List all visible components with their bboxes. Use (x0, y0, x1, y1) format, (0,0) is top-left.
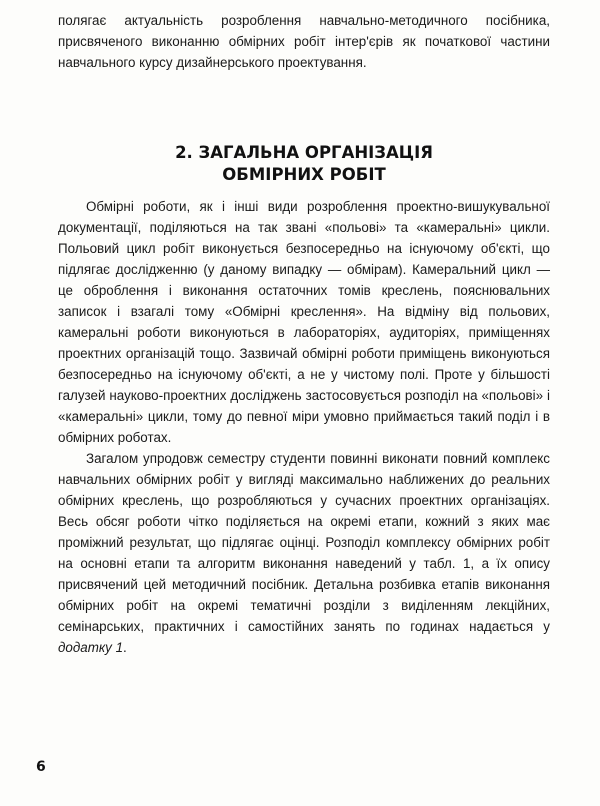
section-heading (58, 142, 550, 186)
section-heading-line-1: 2. ЗАГАЛЬНА ОРГАНІЗАЦІЯ (175, 143, 433, 162)
appendix-reference: додатку 1 (58, 640, 124, 655)
paragraph-semester-work-text: Загалом упродовж семестру студенти повинні виконати повний комплекс навчальних обмірних робіт у вигляді максимально наближених до реальних обмірних креслень, що розробляються у сучасних проектних організаціях. Весь обсяг роботи чітко поділяється на окремі етапи, кожний з яких має проміжний результат, що підлягає оцінці. Розподіл комплексу обмірних робіт на основні етапи та алгоритм виконання наведений у табл. 1, а їх опису присвячений цей методичний посібник. Детальна розбивка етапів виконання обмірних робіт на окремі тематичні розділи з виділенням лекційних, семінарських, практичних і самостійних занять по годинах надається у (58, 451, 550, 634)
page-number: 6 (36, 759, 46, 775)
paragraph-organization: Обмірні роботи, як і інші види розроблення проектно-вишукувальної документації, поділяються на так звані «польові» та «камеральні» цикли. Польовий цикл робіт виконується безпосередньо на існуючому об'єкті, що підлягає дослідженню (у даному випадку — обмірам). Камеральний цикл — це оброблення і виконання остаточних томів креслень, пояснювальних записок і взагалі тому «Обмірні креслення». На відміну від польових, камеральні роботи виконуються в лабораторіях, аудиторіях, приміщеннях проектних організацій тощо. Зазвичай обмірні роботи приміщень виконуються безпосередньо на існуючому об'єкті, а не у чистому полі. Проте у більшості галузей науково-проектних досліджень застосовується розподіл на «польові» і «камеральні» цикли, тому до певної міри умовно приймається такий поділ і в обмірних роботах. (58, 199, 550, 445)
continued-paragraph: полягає актуальність розроблення навчально-методичного посібника, присвяченого виконанню обмірних робіт інтер'єрів як початкової частини навчального курсу дизайнерського проектування. (58, 13, 550, 70)
section-heading-line-2: ОБМІРНИХ РОБІТ (222, 165, 386, 184)
paragraph-semester-work (58, 448, 550, 658)
paragraph-semester-work-end: . (123, 640, 127, 655)
